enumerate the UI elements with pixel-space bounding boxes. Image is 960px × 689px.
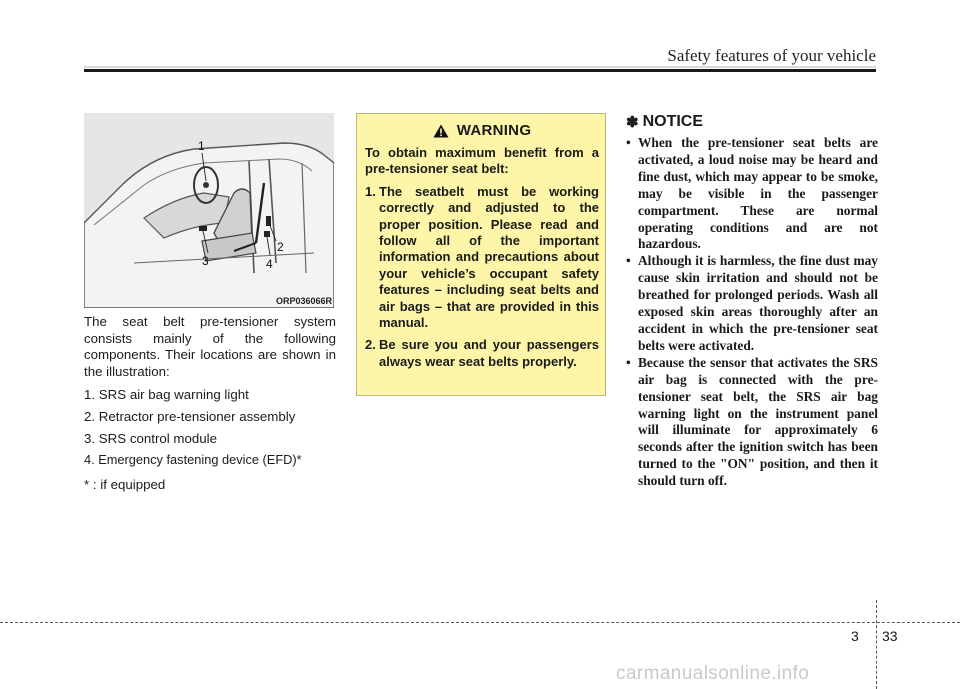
bullet-icon: • <box>626 135 631 150</box>
callout-3: 3 <box>202 254 209 268</box>
warning-triangle-icon <box>433 124 449 138</box>
list-item: 1. SRS air bag warning light <box>84 387 249 403</box>
notice-item <box>626 355 878 490</box>
notice-item-text: Although it is harmless, the fine dust may cause skin irritation and should not be breathed for prolonged periods. Wash all exposed skin areas thoroughly after an accident in which the pre-tensioner seat belts were activated. <box>638 253 878 353</box>
callout-4: 4 <box>266 257 273 271</box>
watermark: carmanualsonline.info <box>616 663 810 684</box>
notice-body <box>626 135 878 490</box>
bullet-icon: • <box>626 354 631 370</box>
list-item: 2. Retractor pre-tensioner assembly <box>84 408 296 424</box>
warning-item <box>365 337 599 370</box>
illustration-code: ORP036066R <box>275 296 332 306</box>
warning-item-text: Be sure you and your passengers always wear seat belts properly. <box>379 337 599 369</box>
notice-header <box>626 113 878 131</box>
notice-title: NOTICE <box>642 113 704 130</box>
notice-item <box>626 253 878 354</box>
chapter-number: 3 <box>851 628 859 644</box>
seatbelt-pretensioner-illustration <box>84 113 334 308</box>
callout-1: 1 <box>198 139 205 153</box>
notice-item <box>626 135 878 253</box>
warning-item <box>365 184 599 332</box>
page-number: 33 <box>882 628 898 644</box>
warning-header <box>365 122 599 139</box>
warning-intro: To obtain maximum benefit from a pre-tensioner seat belt: <box>365 145 599 177</box>
list-item: 4. Emergency fastening device (EFD)* <box>84 452 302 468</box>
intro-paragraph: The seat belt pre-tensioner system consists mainly of the following components. Their locations are shown in the illustration: <box>84 314 336 379</box>
warning-item-text: The seatbelt must be working correctly and adjusted to the proper position. Please read and follow all of the important information and precautions about your vehicle’s occupant safety features – including seat belts and air bags – that are provided in this manual. <box>379 183 599 331</box>
footer-rule <box>0 622 960 623</box>
footnote: * : if equipped <box>84 476 166 492</box>
warning-box <box>356 113 606 396</box>
warning-item-number: 1. <box>365 183 376 199</box>
notice-star-icon: ✽ <box>626 114 639 131</box>
notice-item-text: When the pre-tensioner seat belts are activated, a loud noise may be heard and fine dust, which may appear to be smoke, may be visible in the passenger compartment. These are normal operating conditions and are not hazardous. <box>638 135 878 252</box>
header-rule-shadow <box>84 66 876 68</box>
notice-item-text: Because the sensor that activates the SRS air bag is connected with the pre-tensioner seat belt, the SRS air bag warning light on the instrument panel will illuminate for approximately 6 seconds after the ignition switch has been turned to the "ON" position, and then it should turn off. <box>638 354 878 489</box>
car-interior-drawing <box>84 113 334 308</box>
warning-title: WARNING <box>456 122 532 139</box>
warning-item-number: 2. <box>365 337 376 353</box>
notice-section <box>626 113 878 490</box>
footer-divider <box>876 600 877 689</box>
callout-2: 2 <box>277 240 284 254</box>
pretensioner-components-text <box>84 314 336 493</box>
list-item: 3. SRS control module <box>84 430 218 446</box>
bullet-icon: • <box>626 253 631 269</box>
warning-body <box>365 145 599 370</box>
header-rule <box>84 69 876 72</box>
section-title: Safety features of your vehicle <box>667 46 876 65</box>
